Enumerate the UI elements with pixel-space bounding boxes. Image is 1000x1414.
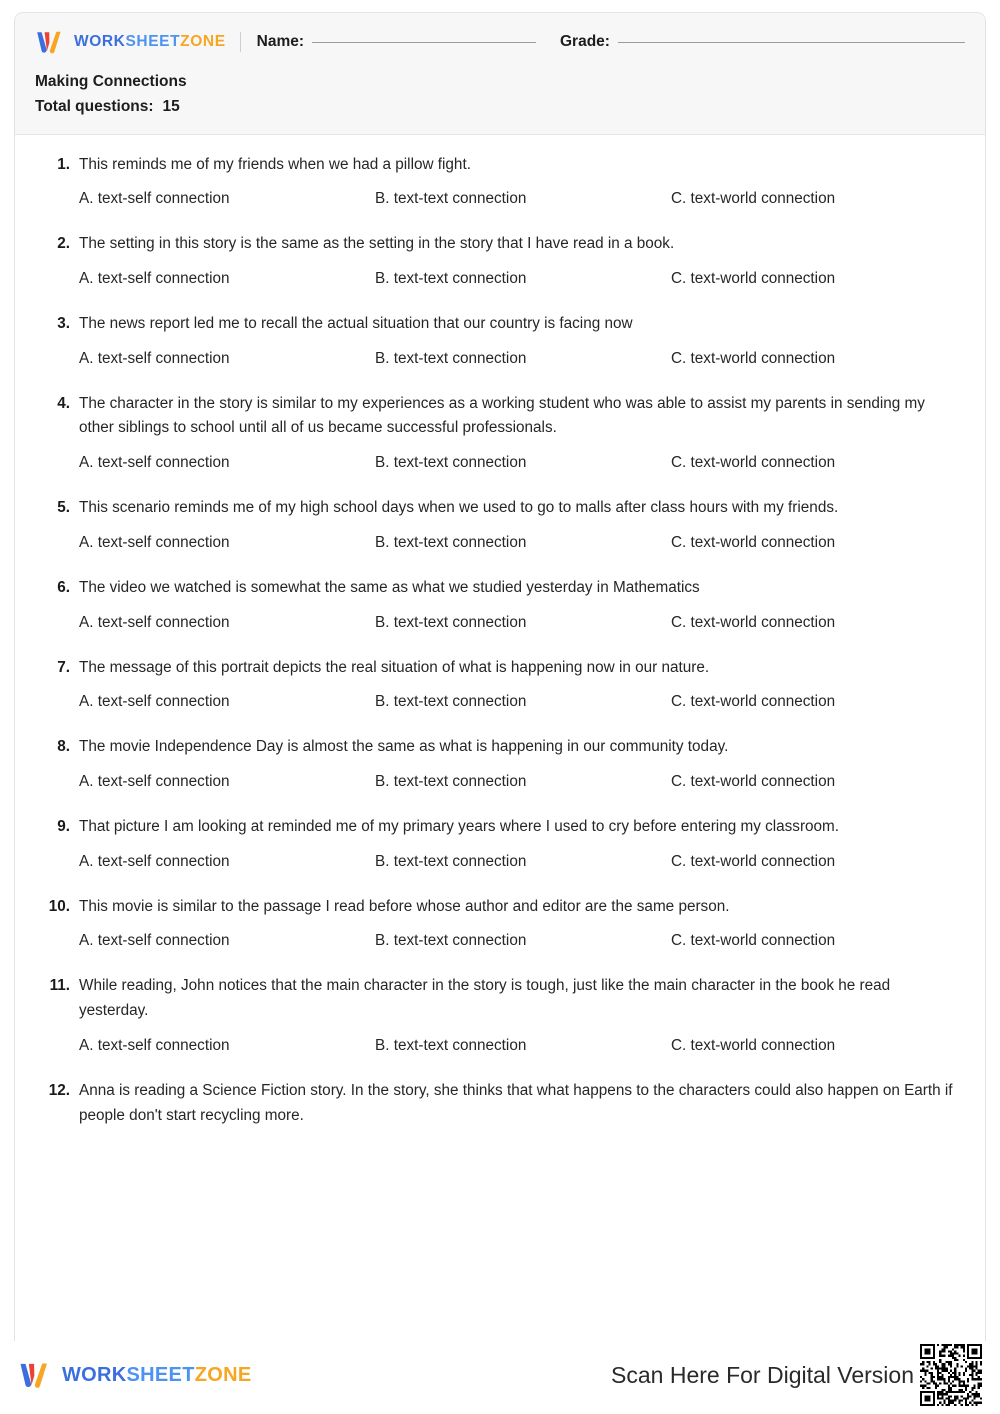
- total-questions-value: 15: [162, 97, 180, 115]
- question-line: [45, 153, 955, 178]
- option-c[interactable]: C. text-world connection: [671, 852, 836, 870]
- question-line: [45, 735, 955, 760]
- worksheet-card: [14, 12, 986, 1341]
- header-top-row: [35, 27, 965, 57]
- question-text: That picture I am looking at reminded me of my primary years where I used to cry before entering my classroom.: [79, 817, 840, 835]
- option-b[interactable]: B. text-text connection: [375, 349, 527, 367]
- question-options: [45, 691, 955, 714]
- option-a[interactable]: A. text-self connection: [79, 270, 230, 288]
- question-options: [45, 851, 955, 874]
- question-line: [45, 576, 955, 601]
- option-a[interactable]: A. text-self connection: [79, 533, 230, 551]
- question-line: [45, 895, 955, 920]
- questions-list: [15, 135, 985, 1129]
- question-line: [45, 496, 955, 521]
- option-a[interactable]: A. text-self connection: [79, 190, 230, 208]
- option-b[interactable]: B. text-text connection: [375, 613, 527, 631]
- option-b[interactable]: B. text-text connection: [375, 693, 527, 711]
- question-line: [45, 974, 955, 1024]
- option-a[interactable]: A. text-self connection: [79, 773, 230, 791]
- brand-word-1: WORK: [62, 1363, 127, 1386]
- question-text: This reminds me of my friends when we had a pillow fight.: [79, 155, 471, 173]
- question-item: [45, 735, 955, 794]
- question-line: [45, 312, 955, 337]
- worksheet-meta: [35, 70, 965, 120]
- option-b[interactable]: B. text-text connection: [375, 190, 527, 208]
- question-item: [45, 576, 955, 635]
- question-line: [45, 815, 955, 840]
- option-a[interactable]: A. text-self connection: [79, 454, 230, 472]
- worksheetzone-w-logo-icon: [18, 1361, 52, 1389]
- worksheet-footer: [14, 1344, 986, 1414]
- question-number: 9.: [57, 817, 70, 835]
- question-text: Anna is reading a Science Fiction story. In the story, she thinks that what happens to the characters could also happen on Earth if people don't start recycling more.: [79, 1081, 953, 1124]
- page-title: Making Connections: [35, 73, 187, 90]
- option-c[interactable]: C. text-world connection: [671, 533, 836, 551]
- question-options: [45, 612, 955, 635]
- option-c[interactable]: C. text-world connection: [671, 349, 836, 367]
- grade-input-line[interactable]: [618, 42, 965, 43]
- option-a[interactable]: A. text-self connection: [79, 1036, 230, 1054]
- question-item: [45, 232, 955, 291]
- question-item: [45, 815, 955, 874]
- question-line: [45, 656, 955, 681]
- option-b[interactable]: B. text-text connection: [375, 270, 527, 288]
- brand-wordmark-footer: [62, 1364, 251, 1387]
- question-text: The movie Independence Day is almost the same as what is happening in our community today.: [79, 738, 729, 756]
- option-c[interactable]: C. text-world connection: [671, 613, 836, 631]
- worksheet-header: [15, 13, 985, 135]
- option-c[interactable]: C. text-world connection: [671, 270, 836, 288]
- option-a[interactable]: A. text-self connection: [79, 693, 230, 711]
- brand-logo-footer: [18, 1361, 251, 1389]
- option-c[interactable]: C. text-world connection: [671, 932, 836, 950]
- question-item: [45, 392, 955, 475]
- option-b[interactable]: B. text-text connection: [375, 773, 527, 791]
- option-c[interactable]: C. text-world connection: [671, 693, 836, 711]
- brand-wordmark-header: [74, 33, 226, 51]
- question-text: The setting in this story is the same as the setting in the story that I have read in a book.: [79, 235, 675, 253]
- option-a[interactable]: A. text-self connection: [79, 349, 230, 367]
- header-divider: [240, 32, 241, 52]
- grade-field[interactable]: [560, 33, 965, 51]
- question-number: 2.: [57, 235, 70, 253]
- scan-here-label: Scan Here For Digital Version: [611, 1361, 914, 1388]
- question-text: The video we watched is somewhat the same as what we studied yesterday in Mathematics: [79, 578, 700, 596]
- worksheetzone-w-logo-icon: [35, 30, 65, 54]
- question-number: 4.: [57, 394, 70, 412]
- brand-word-3: ZONE: [180, 33, 226, 50]
- total-questions-label: Total questions:: [35, 97, 154, 115]
- option-c[interactable]: C. text-world connection: [671, 1036, 836, 1054]
- option-c[interactable]: C. text-world connection: [671, 454, 836, 472]
- question-number: 12.: [48, 1081, 70, 1099]
- option-c[interactable]: C. text-world connection: [671, 190, 836, 208]
- option-b[interactable]: B. text-text connection: [375, 1036, 527, 1054]
- question-item: [45, 974, 955, 1057]
- question-item: [45, 312, 955, 371]
- question-number: 10.: [48, 897, 70, 915]
- grade-label: Grade:: [560, 33, 610, 50]
- question-number: 11.: [49, 977, 70, 995]
- question-options: [45, 532, 955, 555]
- question-line: [45, 392, 955, 442]
- option-a[interactable]: A. text-self connection: [79, 932, 230, 950]
- option-a[interactable]: A. text-self connection: [79, 852, 230, 870]
- question-text: The message of this portrait depicts the real situation of what is happening now in our nature.: [79, 658, 710, 676]
- option-a[interactable]: A. text-self connection: [79, 613, 230, 631]
- question-item: [45, 496, 955, 555]
- footer-scan-group: [611, 1344, 982, 1406]
- question-options: [45, 1035, 955, 1058]
- option-b[interactable]: B. text-text connection: [375, 454, 527, 472]
- question-text: This movie is similar to the passage I read before whose author and editor are the same person.: [79, 897, 730, 915]
- brand-word-1: WORK: [74, 33, 126, 50]
- question-number: 3.: [57, 315, 70, 332]
- question-item: [45, 656, 955, 715]
- question-text: This scenario reminds me of my high school days when we used to go to malls after class hours with my friends.: [79, 499, 839, 517]
- question-item: [45, 153, 955, 212]
- option-b[interactable]: B. text-text connection: [375, 932, 527, 950]
- question-line: [45, 1079, 955, 1129]
- question-number: 1.: [57, 155, 70, 173]
- option-c[interactable]: C. text-world connection: [671, 773, 836, 791]
- total-questions-row: [35, 95, 965, 120]
- question-text: While reading, John notices that the main character in the story is tough, just like the main character in the book he read yesterday.: [79, 977, 891, 1020]
- qr-code-icon[interactable]: [920, 1344, 982, 1406]
- option-b[interactable]: B. text-text connection: [375, 533, 527, 551]
- question-options: [45, 930, 955, 953]
- question-item: [45, 1079, 955, 1129]
- question-item: [45, 895, 955, 954]
- name-field[interactable]: [257, 33, 536, 51]
- question-options: [45, 452, 955, 475]
- name-label: Name:: [256, 33, 305, 50]
- question-line: [45, 232, 955, 257]
- question-number: 6.: [57, 578, 70, 596]
- question-options: [45, 268, 955, 291]
- question-options: [45, 348, 955, 371]
- question-number: 5.: [57, 499, 70, 517]
- question-options: [45, 771, 955, 794]
- question-number: 8.: [57, 738, 70, 756]
- brand-word-3: ZONE: [194, 1363, 252, 1386]
- question-options: [45, 188, 955, 211]
- brand-logo-header: [35, 30, 226, 54]
- question-number: 7.: [57, 658, 70, 676]
- option-b[interactable]: B. text-text connection: [375, 852, 527, 870]
- brand-word-2: SHEET: [126, 1363, 195, 1386]
- name-input-line[interactable]: [312, 42, 536, 43]
- brand-word-2: SHEET: [125, 33, 181, 50]
- question-text: The news report led me to recall the actual situation that our country is facing now: [79, 315, 633, 332]
- question-text: The character in the story is similar to my experiences as a working student who was able to assist my parents in sending my other siblings to school until all of us became successful professionals.: [79, 394, 925, 437]
